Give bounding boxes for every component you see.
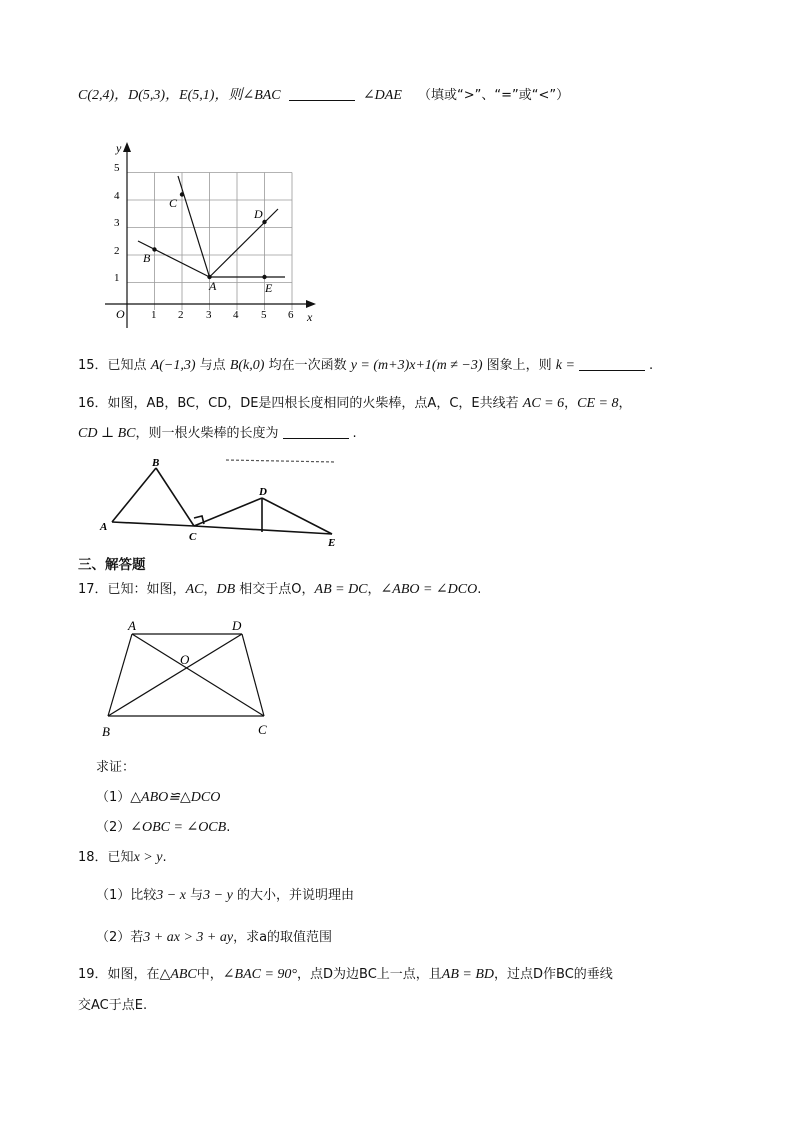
y-axis-arrow [123, 142, 131, 152]
point-D-label: D [254, 207, 263, 221]
q19-text-d: ，过点D作BC的垂线 [494, 967, 613, 982]
q16-text-a: 如图，AB，BC，CD，DE是四根长度相同的火柴棒，点A，C，E共线若 [107, 396, 519, 411]
q19-line1 [78, 965, 613, 985]
q17-p1-num: （1） [96, 790, 131, 805]
point-C-label: C [258, 722, 267, 737]
y-tick: 4 [114, 190, 120, 202]
q17-text-b: 相交于点O， [239, 582, 315, 597]
point-B-label: B [143, 251, 151, 265]
q17-p2-num: （2） [96, 820, 131, 835]
q14-line [78, 86, 569, 106]
point-A-label: A [209, 279, 217, 293]
q18-p1-c: 的大小，并说明理由 [236, 888, 354, 903]
q19-tri: △ABC [159, 967, 197, 982]
answer-blank[interactable] [289, 86, 355, 101]
scan-artifact [226, 460, 336, 462]
q17-ac: AC [185, 582, 204, 597]
q19-text-a: 如图，在 [107, 967, 160, 982]
matchstick-figure [96, 456, 356, 551]
q14-points: C(2,4)，D(5,3)，E(5,1)，则∠BAC [78, 88, 281, 103]
y-tick: 5 [114, 162, 120, 174]
q15-line: 15．已知点 A(−1,3) 与点 B(k,0) 均在一次函数 y = (m+3)x+1(m ≠ −3) 图象上，则 k = . [78, 358, 654, 373]
q14-compare: ∠DAE [362, 88, 402, 103]
q18-line: 18．已知x > y. [78, 850, 167, 865]
q17-part1 [96, 788, 220, 808]
q15-pointB: B(k,0) [229, 358, 265, 373]
q17-eq1: AB = DC [314, 582, 368, 597]
q18-p2-b: ，求a的取值范围 [233, 930, 333, 945]
q15-text-a: 已知点 [107, 358, 147, 373]
x-axis-label: x [307, 310, 313, 324]
q18-p1-a: 比较 [130, 888, 157, 903]
q18-p2-num: （2） [96, 930, 131, 945]
q15-text-b: 与点 [199, 358, 226, 373]
q18-p1-e2: 3 − y [203, 888, 233, 903]
x-tick: 3 [206, 309, 212, 321]
y-axis-label: y [116, 141, 122, 155]
point-A-label: A [100, 521, 108, 533]
q18-p1-b: 与 [190, 888, 204, 903]
q17-prove: 求证： [96, 760, 136, 775]
point-C-label: C [189, 531, 197, 543]
q18-p1-num: （1） [96, 888, 131, 903]
q16-number: 16． [78, 396, 108, 411]
x-tick: 5 [261, 309, 267, 321]
point-C-label: C [169, 196, 178, 210]
point-B-label: B [152, 457, 160, 469]
q19-line2: 交AC于点E. [78, 998, 148, 1013]
q16-ce: CE = 8 [577, 396, 619, 411]
x-tick: 6 [288, 309, 294, 321]
x-tick: 1 [151, 309, 157, 321]
q17-p2: ∠OBC = ∠OCB [130, 820, 227, 835]
point-B-label: B [102, 724, 110, 739]
section-title: 三、解答题 [78, 557, 146, 573]
y-tick: 2 [114, 245, 120, 257]
point-D-label: D [259, 486, 267, 498]
q14-hint: （填或“>”、“=”或“<”） [418, 88, 570, 103]
q18-p2-e: 3 + ax > 3 + ay [143, 930, 234, 945]
point-O-label: O [180, 652, 190, 667]
q16-line1: 16．如图，AB，BC，CD，DE是四根长度相同的火柴棒，点A，C，E共线若 AC = 6，CE = 8， [78, 396, 632, 411]
q15-function: y = (m+3)x+1(m ≠ −3) [350, 358, 483, 373]
q17-p1: △ABO≌△DCO [130, 790, 221, 805]
q17-number: 17． [78, 582, 108, 597]
answer-blank[interactable] [579, 356, 645, 371]
q17-part2: （2）∠OBC = ∠OCB. [96, 820, 231, 835]
point-A-label: A [128, 618, 136, 633]
origin-label: O [116, 307, 125, 321]
point-D-label: D [232, 618, 242, 633]
q18-part2 [96, 928, 332, 948]
q15-var: k = [555, 358, 575, 373]
q18-number: 18． [78, 850, 108, 865]
x-tick: 2 [178, 309, 184, 321]
q18-p1-e1: 3 − x [156, 888, 186, 903]
q18-cond: x > y [133, 850, 163, 865]
q17-line: 17．已知：如图，AC，DB 相交于点O，AB = DC，∠ABO = ∠DCO. [78, 582, 482, 597]
q16-text-b: ，则一根火柴棒的长度为 [135, 426, 279, 441]
q19-angle: ∠BAC = 90° [222, 967, 298, 982]
q17-db: DB [216, 582, 236, 597]
q18-part1 [96, 886, 354, 906]
q18-p2-a: 若 [130, 930, 144, 945]
trapezoid-figure [98, 612, 288, 742]
q16-ac: AC = 6 [522, 396, 565, 411]
x-tick: 4 [233, 309, 239, 321]
point-E-label: E [328, 537, 336, 549]
q17-eq2: ∠ABO = ∠DCO [380, 582, 478, 597]
q19-text-c: ，点D为边BC上一点，且 [297, 967, 442, 982]
q16-perp: CD ⊥ BC [78, 426, 136, 441]
q16-line2: CD ⊥ BC，则一根火柴棒的长度为 . [78, 426, 357, 441]
q19-eq: AB = BD [441, 967, 495, 982]
q15-number: 15． [78, 358, 108, 373]
q19-text-b: 中， [196, 967, 223, 982]
q17-text-a: 已知：如图， [107, 582, 186, 597]
point-E-label: E [265, 281, 273, 295]
figure-lines [108, 634, 264, 716]
q15-text-d: 图象上，则 [486, 358, 552, 373]
q18-text: 已知 [107, 850, 134, 865]
y-tick: 1 [114, 272, 120, 284]
angle-rays [138, 176, 285, 277]
q15-text-c: 均在一次函数 [268, 358, 347, 373]
answer-blank[interactable] [283, 424, 349, 439]
x-axis-arrow [306, 300, 316, 308]
q15-pointA: A(−1,3) [150, 358, 196, 373]
coordinate-figure [100, 138, 340, 338]
y-tick: 3 [114, 217, 120, 229]
q19-number: 19． [78, 967, 108, 982]
matchsticks [112, 468, 332, 534]
